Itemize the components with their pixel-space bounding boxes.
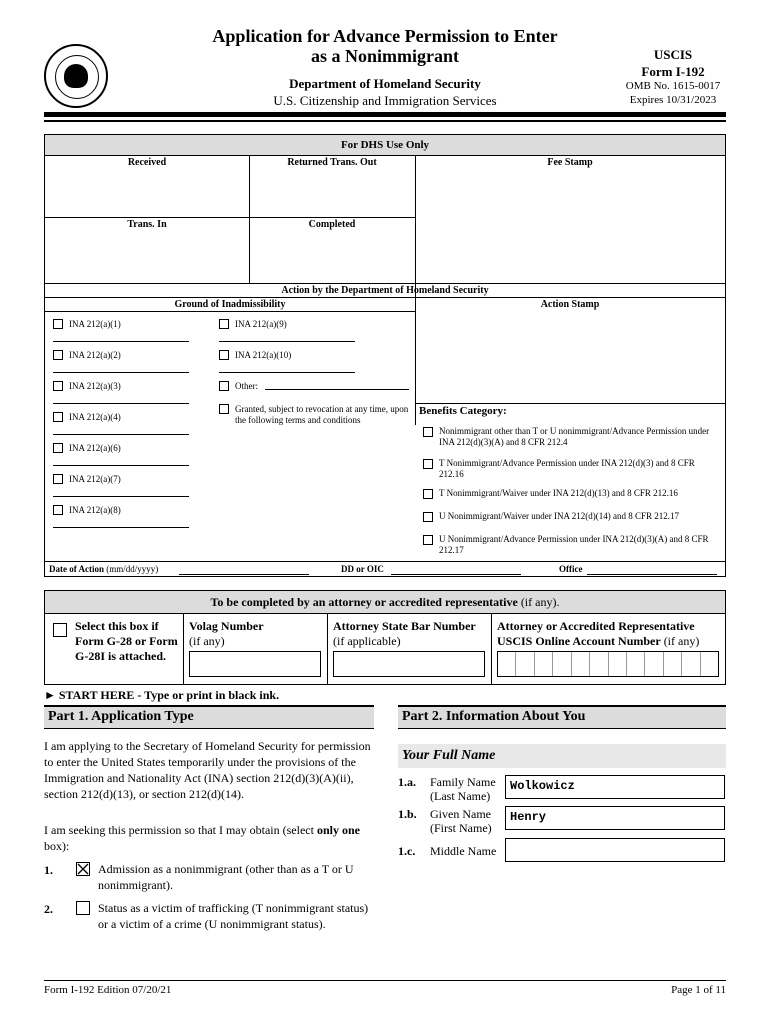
checked-x-icon <box>77 863 89 875</box>
date-format-text: (mm/dd/yyyy) <box>106 564 159 574</box>
attorney-title <box>45 591 725 614</box>
uscis-acct-label-2 <box>497 634 699 649</box>
family-name-input[interactable]: Wolkowicz <box>505 775 725 799</box>
divider <box>45 561 725 562</box>
divider <box>45 297 725 298</box>
ina-212a10-label: INA 212(a)(10) <box>235 350 292 360</box>
ground-label: INA 212(a)(7) <box>69 474 121 484</box>
form-title-line2: as a Nonimmigrant <box>311 46 459 66</box>
date-of-action-label <box>49 564 158 574</box>
g28-label: Select this box if Form G-28 or Form G-28I is attached. <box>75 619 178 663</box>
seeking-pre: I am seeking this permission so that I may obtain (select <box>44 823 317 837</box>
ground-label: INA 212(a)(2) <box>69 350 121 360</box>
benefits-title: Benefits Category: <box>419 405 507 417</box>
benefit-label: U Nonimmigrant/Advance Permission under INA 212(d)(3)(A) and 8 CFR 212.17 <box>439 534 709 555</box>
form-title <box>150 26 620 66</box>
fee-stamp-label: Fee Stamp <box>547 157 593 168</box>
ground-checkbox[interactable] <box>53 412 63 422</box>
benefit-label: U Nonimmigrant/Waiver under INA 212(d)(14) and 8 CFR 212.17 <box>439 511 679 521</box>
eagle-icon <box>64 64 88 88</box>
bar-label: Attorney State Bar Number <box>333 619 476 633</box>
underline <box>53 434 189 435</box>
other-checkbox[interactable] <box>219 381 229 391</box>
volag-label: Volag Number <box>189 619 264 633</box>
returned-trans-out-label: Returned Trans. Out <box>287 157 377 168</box>
option2-number: 2. <box>44 902 53 916</box>
given-name-number: 1.b. <box>398 807 417 821</box>
ground-checkbox[interactable] <box>53 319 63 329</box>
underline <box>53 341 189 342</box>
dd-oic-label: DD or OIC <box>341 564 384 574</box>
ground-label: INA 212(a)(4) <box>69 412 121 422</box>
omb-number: OMB No. 1615-0017 <box>625 80 721 92</box>
underline <box>53 372 189 373</box>
underline <box>53 403 189 404</box>
ina-212a10-checkbox[interactable] <box>219 350 229 360</box>
part1-intro: I am applying to the Secretary of Homeland Security for permission to enter the United States temporarily under the provisions of the Immigration and Nationality Act (INA) section 212(d)(3)(A)(ii), section 212(d)(13), or section 212(d)(14). <box>44 739 371 801</box>
header-rule <box>44 112 726 117</box>
part2-heading: Part 2. Information About You <box>398 705 726 729</box>
benefit-checkbox[interactable] <box>423 427 433 437</box>
seeking-post: box): <box>44 839 70 853</box>
dhs-seal <box>44 44 108 108</box>
completed-label: Completed <box>308 219 356 230</box>
benefit-checkbox[interactable] <box>423 535 433 545</box>
family-name-sub: (Last Name) <box>430 789 491 803</box>
middle-name-number: 1.c. <box>398 844 416 858</box>
given-name-input[interactable]: Henry <box>505 806 725 830</box>
uscis-acct-sub: (if any) <box>663 634 700 648</box>
given-name-label: Given Name <box>430 807 491 821</box>
dd-oic-field[interactable] <box>391 574 521 575</box>
attorney-title-text: To be completed by an attorney or accredited representative <box>210 595 518 609</box>
g28-checkbox[interactable] <box>53 623 67 637</box>
divider <box>45 283 725 284</box>
family-name-number: 1.a. <box>398 775 416 789</box>
other-label: Other: <box>235 381 258 391</box>
uscis-acct-label-1: Attorney or Accredited Representative <box>497 619 695 633</box>
ground-label: INA 212(a)(3) <box>69 381 121 391</box>
option1-label: Admission as a nonimmigrant (other than as a T or U nonimmigrant). <box>98 862 354 892</box>
divider <box>415 403 725 404</box>
footer-rule <box>44 980 726 981</box>
divider <box>183 613 184 684</box>
ina-212a9-checkbox[interactable] <box>219 319 229 329</box>
form-edition: Form I-192 Edition 07/20/21 <box>44 984 172 996</box>
divider <box>45 217 415 218</box>
full-name-subheading: Your Full Name <box>398 744 726 768</box>
ground-title: Ground of Inadmissibility <box>174 299 286 310</box>
other-field[interactable] <box>265 389 409 390</box>
ina-212a9-label: INA 212(a)(9) <box>235 319 287 329</box>
family-name-label: Family Name <box>430 775 496 789</box>
ground-label: INA 212(a)(8) <box>69 505 121 515</box>
option2-checkbox[interactable] <box>76 901 90 915</box>
ground-checkbox[interactable] <box>53 505 63 515</box>
ground-label: INA 212(a)(1) <box>69 319 121 329</box>
granted-checkbox[interactable] <box>219 404 229 414</box>
department-name: Department of Homeland Security <box>289 76 481 91</box>
volag-sub: (if any) <box>189 634 225 648</box>
benefit-label: T Nonimmigrant/Waiver under INA 212(d)(13) and 8 CFR 212.16 <box>439 488 678 498</box>
granted-label: Granted, subject to revocation at any time, upon the following terms and conditions <box>235 404 409 425</box>
dhs-use-section <box>44 134 726 577</box>
date-of-action-text: Date of Action <box>49 564 104 574</box>
bar-sub: (if applicable) <box>333 634 401 648</box>
trans-in-label: Trans. In <box>127 219 167 230</box>
middle-name-label: Middle Name <box>430 844 497 858</box>
option1-checkbox[interactable] <box>76 862 90 876</box>
underline <box>219 372 355 373</box>
agency-name: U.S. Citizenship and Immigration Services <box>273 93 497 108</box>
option1-number: 1. <box>44 863 53 877</box>
ground-checkbox[interactable] <box>53 443 63 453</box>
benefit-checkbox[interactable] <box>423 512 433 522</box>
received-label: Received <box>127 157 167 168</box>
date-of-action-field[interactable] <box>179 574 309 575</box>
benefit-checkbox[interactable] <box>423 489 433 499</box>
office-label: Office <box>559 564 583 574</box>
attorney-section <box>44 590 726 685</box>
attorney-title-tail: (if any). <box>520 595 560 609</box>
ground-checkbox[interactable] <box>53 381 63 391</box>
action-title: Action by the Department of Homeland Security <box>281 285 489 296</box>
form-id: Form I-192 <box>641 64 705 79</box>
underline <box>53 496 189 497</box>
seeking-bold: only one <box>316 823 360 837</box>
header-rule-thin <box>44 120 726 122</box>
given-name-sub: (First Name) <box>430 821 492 835</box>
benefit-label: T Nonimmigrant/Advance Permission under INA 212(d)(3) and 8 CFR 212.16 <box>439 458 695 479</box>
action-stamp-label: Action Stamp <box>540 299 600 310</box>
start-here: ► START HERE - Type or print in black ink. <box>44 688 280 702</box>
volag-input[interactable] <box>189 651 321 677</box>
part1-seeking <box>44 822 374 854</box>
benefit-label: Nonimmigrant other than T or U nonimmigrant/Advance Permission under INA 212(d)(3)(A) and 8 CFR 212.4 <box>439 426 710 447</box>
middle-name-input[interactable] <box>505 838 725 862</box>
uscis-acct-label-text: USCIS Online Account Number <box>497 634 661 648</box>
expiration-date: Expires 10/31/2023 <box>629 94 717 106</box>
underline <box>53 465 189 466</box>
form-title-line1: Application for Advance Permission to Enter <box>212 26 558 46</box>
ground-checkbox[interactable] <box>53 350 63 360</box>
divider <box>491 613 492 684</box>
ground-checkbox[interactable] <box>53 474 63 484</box>
divider <box>45 311 415 312</box>
office-field[interactable] <box>587 574 717 575</box>
divider <box>327 613 328 684</box>
underline <box>53 527 189 528</box>
agency-code: USCIS <box>653 47 693 62</box>
dhs-use-title: For DHS Use Only <box>45 135 725 156</box>
option2-label: Status as a victim of trafficking (T nonimmigrant status) or a victim of a crime (U nonimmigrant status). <box>98 901 369 931</box>
uscis-account-input[interactable] <box>497 651 719 677</box>
ground-label: INA 212(a)(6) <box>69 443 121 453</box>
bar-number-input[interactable] <box>333 651 485 677</box>
underline <box>219 341 355 342</box>
page-number: Page 1 of 11 <box>671 984 726 996</box>
part1-heading: Part 1. Application Type <box>44 705 374 729</box>
benefit-checkbox[interactable] <box>423 459 433 469</box>
